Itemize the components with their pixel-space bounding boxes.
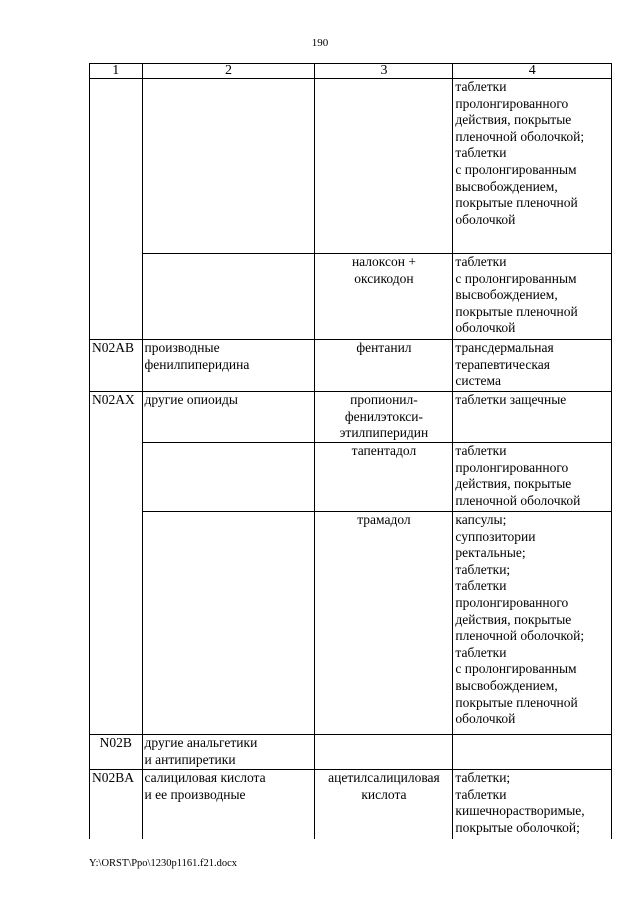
- drug-cell: тапентадол: [315, 443, 453, 512]
- dosage-form-cell: [453, 735, 612, 770]
- footer-file-path: Y:\ORST\Ppo\1230p1161.f21.docx: [89, 858, 237, 869]
- table-row: [90, 512, 612, 735]
- page-number: 190: [311, 37, 329, 49]
- header-col-3: 3: [315, 64, 453, 79]
- dosage-form-cell: таблетки; таблетки кишечнорастворимые, покрытые оболочкой;: [453, 770, 612, 839]
- group-cell: [142, 512, 315, 735]
- drug-cell: трамадол: [315, 512, 453, 735]
- table-row: [90, 770, 612, 839]
- drug-cell: [315, 79, 453, 254]
- header-col-2: 2: [142, 64, 315, 79]
- drug-cell: налоксон + оксикодон: [315, 254, 453, 340]
- drug-cell: фентанил: [315, 340, 453, 392]
- dosage-form-cell: таблетки пролонгированного действия, покрытые пленочной оболочкой; таблетки с пролонгированным высвобождением, покрытые пленочной оболочкой: [453, 79, 612, 254]
- table-row: [90, 735, 612, 770]
- group-cell: [142, 443, 315, 512]
- group-cell: [142, 79, 315, 254]
- drug-cell: пропионил- фенилэтокси- этилпиперидин: [315, 392, 453, 443]
- group-cell: производные фенилпиперидина: [142, 340, 315, 392]
- atc-code-cell: [90, 79, 143, 254]
- atc-code-cell: N02AB: [90, 340, 143, 392]
- drug-cell: [315, 735, 453, 770]
- group-cell: салициловая кислота и ее производные: [142, 770, 315, 839]
- atc-code-cell: N02AX: [90, 392, 143, 443]
- dosage-form-cell: таблетки защечные: [453, 392, 612, 443]
- group-cell: [142, 254, 315, 340]
- dosage-form-cell: капсулы; суппозитории ректальные; таблетки; таблетки пролонгированного действия, покрытые пленочной оболочкой; таблетки с пролонгированным высвобождением, покрытые пленочной оболочкой: [453, 512, 612, 735]
- drug-cell: ацетилсалициловая кислота: [315, 770, 453, 839]
- table-row: [90, 392, 612, 443]
- header-col-4: 4: [453, 64, 612, 79]
- table-row: [90, 443, 612, 512]
- dosage-form-cell: таблетки пролонгированного действия, покрытые пленочной оболочкой: [453, 443, 612, 512]
- atc-code-cell: N02BA: [90, 770, 143, 839]
- table-row: [90, 254, 612, 340]
- table-row: [90, 340, 612, 392]
- table-header-row: [90, 64, 612, 79]
- group-cell: другие анальгетики и антипиретики: [142, 735, 315, 770]
- atc-code-cell: [90, 443, 143, 512]
- atc-code-cell: [90, 254, 143, 340]
- table-row: [90, 79, 612, 254]
- header-col-1: 1: [90, 64, 143, 79]
- atc-code-cell: [90, 512, 143, 735]
- atc-code-cell: N02B: [90, 735, 143, 770]
- dosage-form-cell: таблетки с пролонгированным высвобождением, покрытые пленочной оболочкой: [453, 254, 612, 340]
- drug-table: [89, 63, 612, 839]
- group-cell: другие опиоиды: [142, 392, 315, 443]
- dosage-form-cell: трансдермальная терапевтическая система: [453, 340, 612, 392]
